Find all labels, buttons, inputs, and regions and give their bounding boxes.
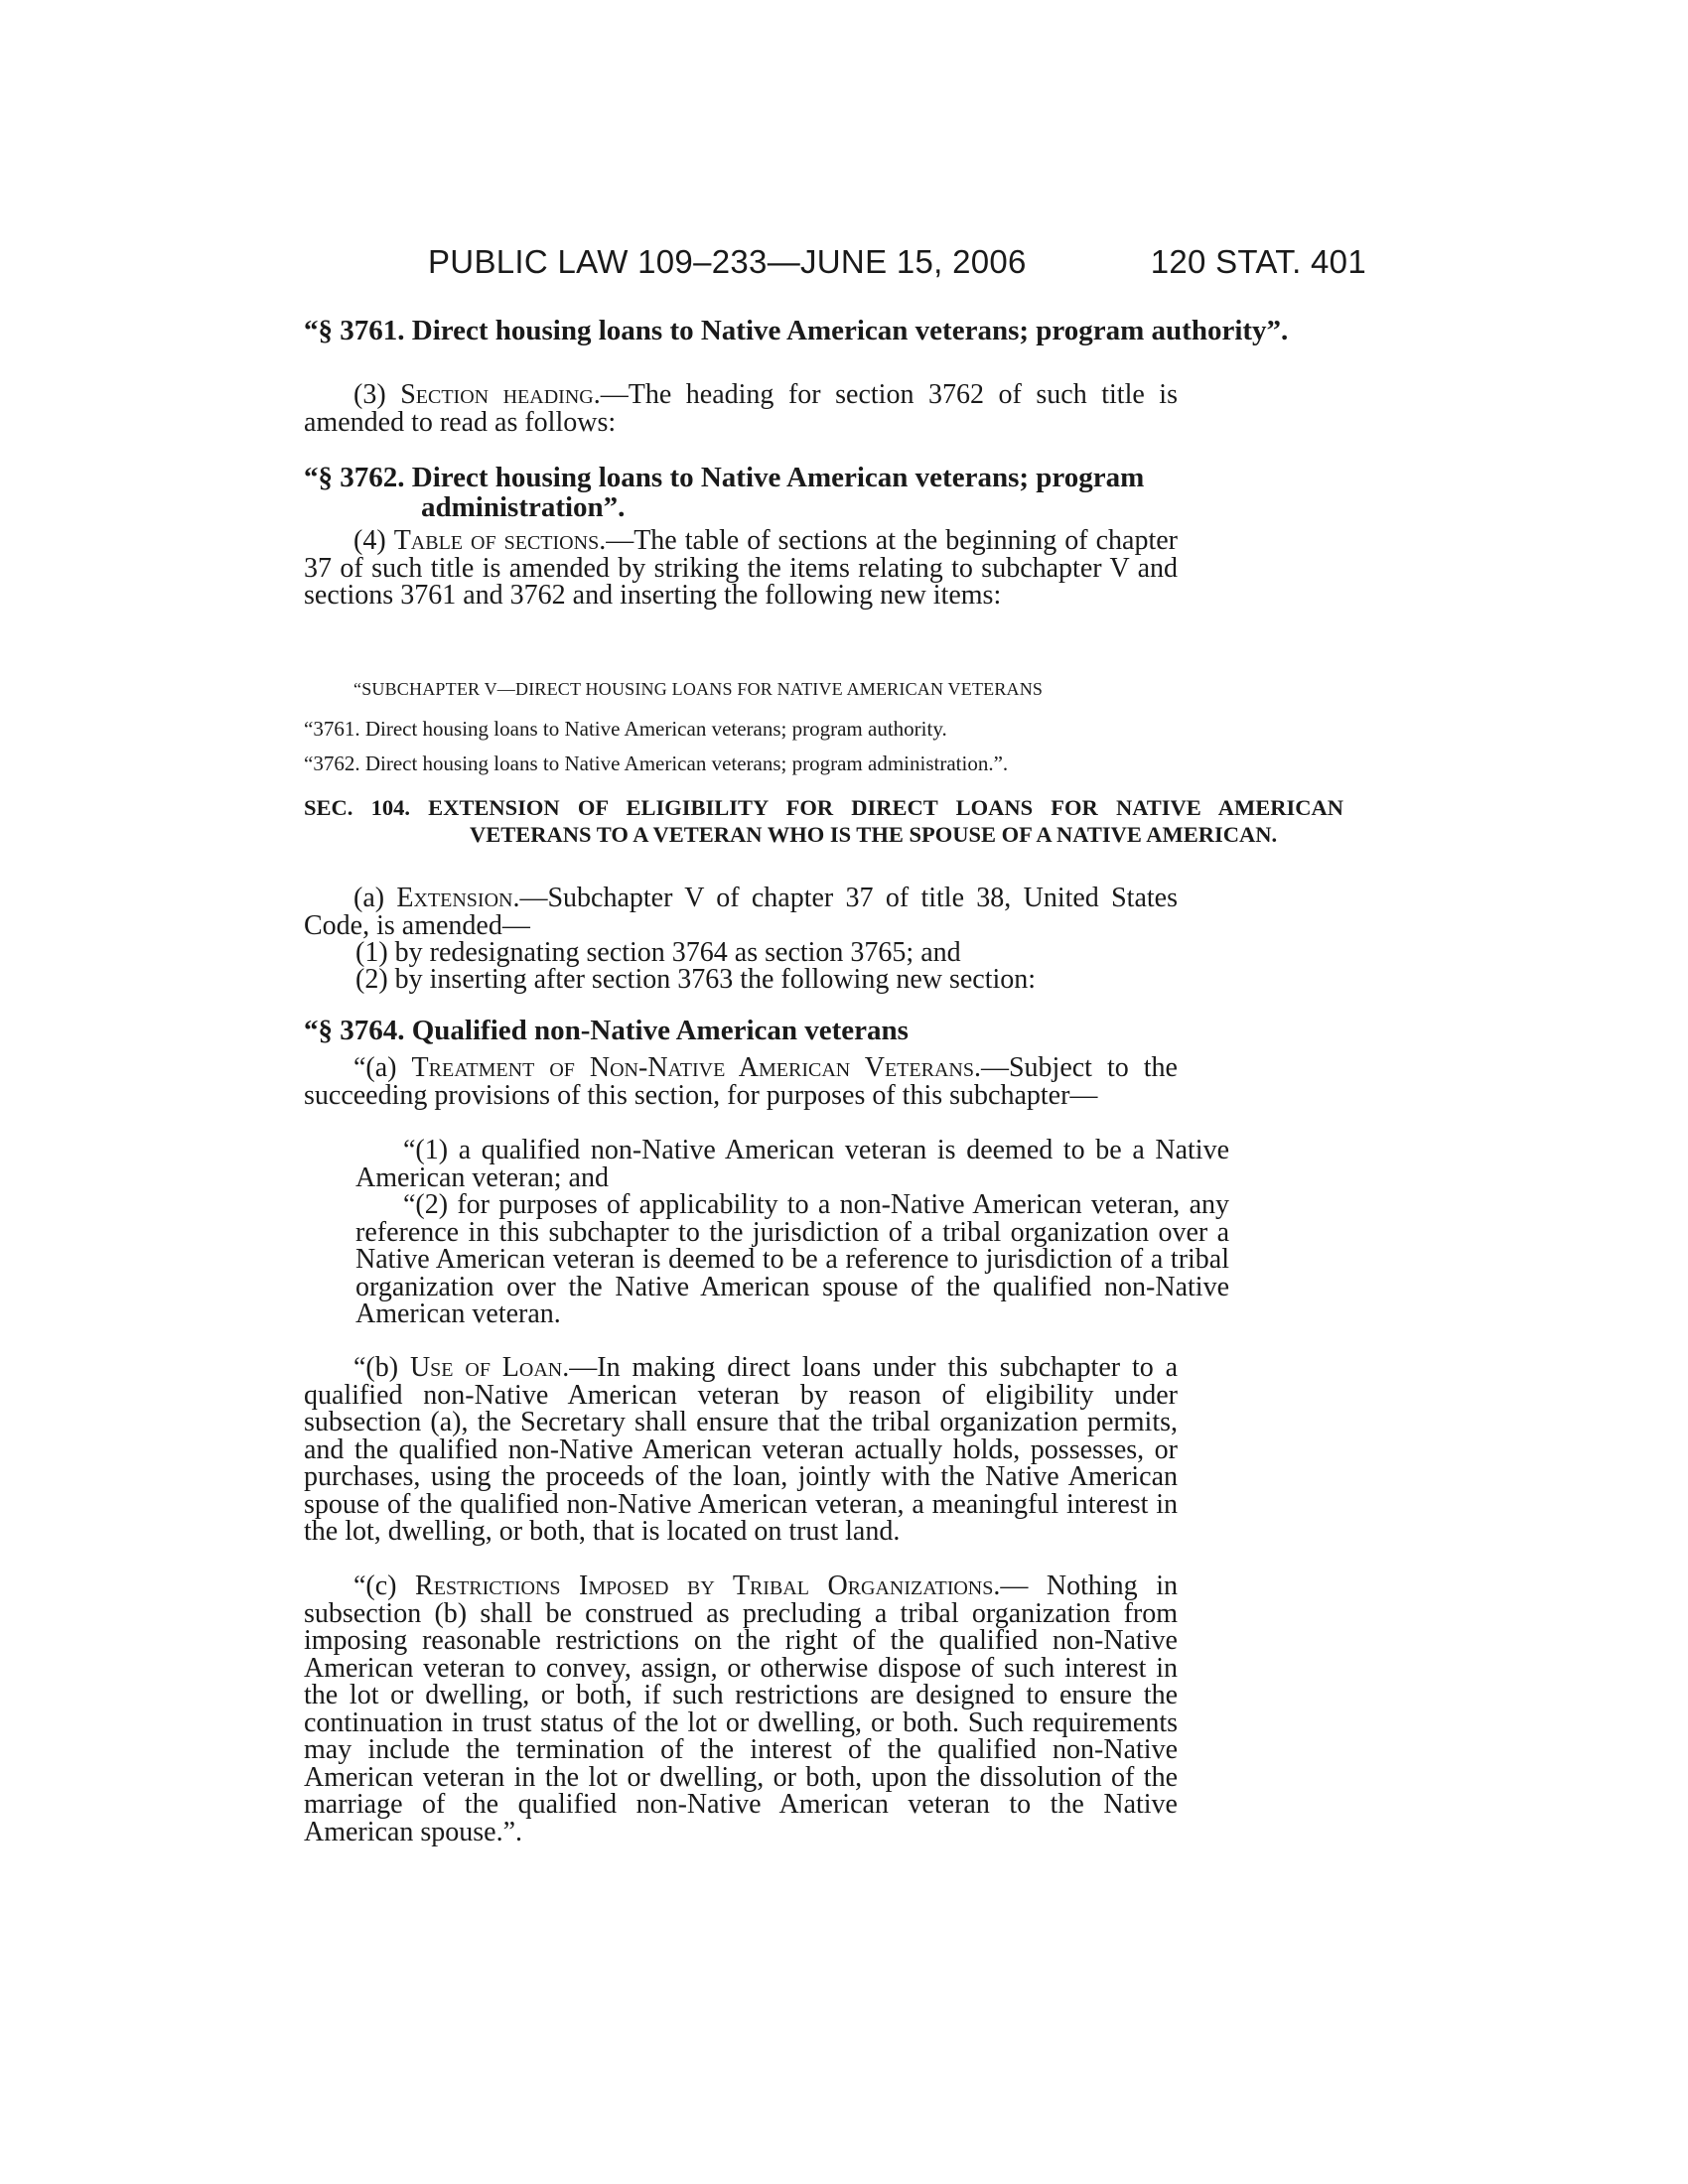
section-3761-heading: “§ 3761. Direct housing loans to Native American veterans; program authority”.: [304, 315, 1289, 346]
running-header: [428, 243, 1366, 293]
paragraph-3764-a2: “(2) for purposes of applicability to a non-Native American veteran, any reference in this subchapter to the jurisdiction of a tribal organization over a Native American veteran is deemed to be a reference to jurisdiction of a tribal organization over the Native American spouse of the qualified non-Native American veteran.: [355, 1189, 1229, 1329]
header-title: PUBLIC LAW 109–233—JUNE 15, 2006: [428, 243, 1027, 280]
section-3762-heading: “§ 3762. Direct housing loans to Native American veterans; program administration”.: [304, 462, 1145, 523]
section-3764-heading: “§ 3764. Qualified non-Native American veterans: [304, 1015, 909, 1046]
section-104-heading: SEC. 104. EXTENSION OF ELIGIBILITY FOR DIRECT LOANS FOR NATIVE AMERICAN VETERANS TO A VETERAN WHO IS THE SPOUSE OF A NATIVE AMERICAN.: [304, 795, 1343, 847]
paragraph-a2: (2) by inserting after section 3763 the following new section:: [355, 964, 1037, 995]
subsection-a-extension: (a) Extension.—Subchapter V of chapter 37 of title 38, United States Code, is amended—: [304, 883, 1178, 941]
header-page-number: 120 STAT. 401: [1150, 243, 1366, 280]
paragraph-a1: (1) by redesignating section 3764 as section 3765; and: [355, 937, 961, 968]
paragraph-4-table-of-sections: (4) Table of sections.—The table of sections at the beginning of chapter 37 of such title is amended by striking the items relating to subchapter V and sections 3761 and 3762 and inserting the following new items:: [304, 525, 1179, 611]
toc-item: “3761. Direct housing loans to Native American veterans; program authority.: [304, 717, 947, 741]
subsection-3764-c: “(c) Restrictions Imposed by Tribal Organizations.— Nothing in subsection (b) shall be construed as precluding a tribal organization from imposing reasonable restrictions on the right of the qualified non-Native American veteran to convey, assign, or otherwise dispose of such interest in the lot or dwelling, or both, if such restrictions are designed to ensure the continuation in trust status of the lot or dwelling, or both. Such requirements may include the termination of the interest of the qualified non-Native American veteran in the lot or dwelling, or both, upon the dissolution of the marriage of the qualified non-Native American veteran to the Native American spouse.”.: [304, 1570, 1178, 1847]
paragraph-3-section-heading: (3) Section heading.—The heading for section 3762 of such title is amended to read as follows:: [304, 379, 1178, 438]
toc-subchapter-heading: “SUBCHAPTER V—DIRECT HOUSING LOANS FOR NATIVE AMERICAN VETERANS: [353, 679, 1044, 699]
subsection-3764-a: “(a) Treatment of Non-Native American Veterans.—Subject to the succeeding provisions of this section, for purposes of this subchapter—: [304, 1052, 1178, 1111]
paragraph-3764-a1: “(1) a qualified non-Native American veteran is deemed to be a Native American veteran; and: [355, 1135, 1229, 1193]
toc-item: “3762. Direct housing loans to Native American veterans; program administration.”.: [304, 751, 1009, 775]
subsection-3764-b: “(b) Use of Loan.—In making direct loans under this subchapter to a qualified non-Native American veteran by reason of eligibility under subsection (a), the Secretary shall ensure that the tribal organization permits, and the qualified non-Native American veteran actually holds, possesses, or purchases, using the proceeds of the loan, jointly with the Native American spouse of the qualified non-Native American veteran, a meaningful interest in the lot, dwelling, or both, that is located on trust land.: [304, 1352, 1179, 1547]
